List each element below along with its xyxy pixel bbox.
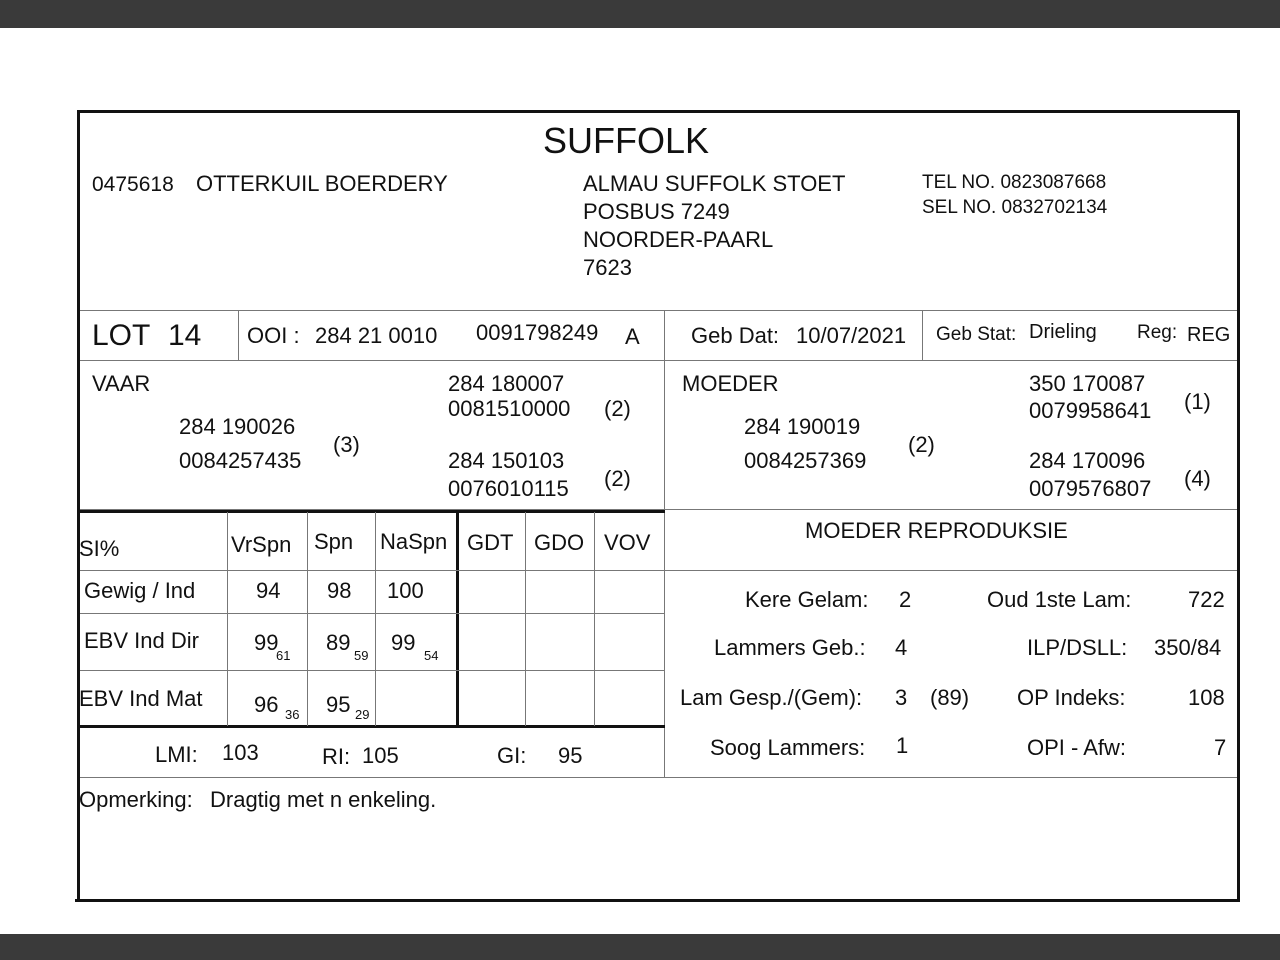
si-col-line-3 xyxy=(375,512,376,726)
si-corner-label: SI% xyxy=(79,536,120,561)
si-header-gdt: GDT xyxy=(467,530,514,555)
frame-left xyxy=(77,110,80,902)
ewe-id: 0091798249 xyxy=(476,320,599,345)
owner-name: OTTERKUIL BOERDERY xyxy=(196,171,448,196)
birth-date: 10/07/2021 xyxy=(796,323,907,348)
si-gewig-spn: 98 xyxy=(327,578,352,603)
times-lambed-label: Kere Gelam: xyxy=(745,587,869,612)
suckling-value: 1 xyxy=(896,733,909,758)
ewe-grade: A xyxy=(625,324,640,349)
rule-indexes xyxy=(80,777,1237,778)
lot-label: LOT xyxy=(92,319,151,352)
si-table-divider xyxy=(456,512,459,728)
lmi-value: 103 xyxy=(222,740,259,765)
ri-label: RI: xyxy=(322,744,351,769)
op-index-value: 108 xyxy=(1188,685,1225,710)
ewe-number: 284 21 0010 xyxy=(315,323,438,348)
si-col-line-5 xyxy=(594,512,595,726)
breed-title: SUFFOLK xyxy=(543,120,710,161)
dam-dam-number: 284 170096 xyxy=(1029,448,1146,473)
dam-number: 284 190019 xyxy=(744,414,861,439)
dam-id: 0084257369 xyxy=(744,448,867,473)
ilp-label: ILP/DSLL: xyxy=(1027,635,1128,660)
remark-text: Dragtig met n enkeling. xyxy=(210,787,437,812)
sire-sire-id: 0081510000 xyxy=(448,396,571,421)
si-row-line-1 xyxy=(80,570,664,571)
sire-sire-number: 284 180007 xyxy=(448,371,565,396)
dam-count: (2) xyxy=(908,432,935,457)
reg-value: REG xyxy=(1187,324,1231,346)
age-first-lamb-label: Oud 1ste Lam: xyxy=(987,587,1132,612)
rule-lot-ewe xyxy=(238,311,239,360)
repro-title: MOEDER REPRODUKSIE xyxy=(805,518,1068,543)
sire-id: 0084257435 xyxy=(179,448,302,473)
stud-postcode: 7623 xyxy=(583,255,632,280)
lmi-label: LMI: xyxy=(155,742,198,767)
si-row-line-2 xyxy=(80,613,664,614)
remark-label: Opmerking: xyxy=(79,787,193,812)
si-ebv-mat-spn-acc: 29 xyxy=(355,707,370,722)
lambs-weaned-avg: (89) xyxy=(930,685,970,710)
rule-geb-stat xyxy=(922,311,923,360)
lambs-weaned-label: Lam Gesp./(Gem): xyxy=(680,685,863,710)
si-ebv-dir-naspn: 99 xyxy=(391,630,416,655)
si-header-naspn: NaSpn xyxy=(380,529,448,554)
lot-number: 14 xyxy=(168,319,202,352)
sire-label: VAAR xyxy=(92,371,151,396)
si-header-gdo: GDO xyxy=(534,530,585,555)
dam-dam-count: (4) xyxy=(1184,466,1211,491)
lambs-born-value: 4 xyxy=(895,635,908,660)
stud-address-2: NOORDER-PAARL xyxy=(583,227,774,252)
si-gewig-vrspn: 94 xyxy=(256,578,281,603)
si-ebv-dir-spn-acc: 59 xyxy=(354,648,369,663)
si-header-spn: Spn xyxy=(314,529,354,554)
dam-sire-count: (1) xyxy=(1184,389,1211,414)
rule-lot xyxy=(80,360,1237,361)
lambs-born-label: Lammers Geb.: xyxy=(714,635,866,660)
dam-sire-id: 0079958641 xyxy=(1029,398,1152,423)
si-row-label-ebv-dir: EBV Ind Dir xyxy=(84,628,199,653)
ewe-label: OOI : xyxy=(247,323,300,348)
si-table-bottom xyxy=(78,725,665,728)
reg-label: Reg: xyxy=(1137,322,1178,343)
rule-repro-title xyxy=(665,570,1237,571)
times-lambed-value: 2 xyxy=(899,587,912,612)
rule-middle xyxy=(664,311,665,778)
bottom-bar xyxy=(0,934,1280,960)
gi-value: 95 xyxy=(558,743,583,768)
dam-label: MOEDER xyxy=(682,371,779,396)
si-ebv-mat-spn: 95 xyxy=(326,692,351,717)
dam-dam-id: 0079576807 xyxy=(1029,476,1152,501)
sire-count: (3) xyxy=(333,432,360,457)
gi-label: GI: xyxy=(497,743,527,768)
si-ebv-dir-vrspn-acc: 61 xyxy=(276,648,291,663)
stud-name: ALMAU SUFFOLK STOET xyxy=(583,171,846,196)
sel-number: SEL NO. 0832702134 xyxy=(922,197,1108,218)
opi-dev-value: 7 xyxy=(1214,735,1227,760)
si-ebv-dir-spn: 89 xyxy=(326,630,351,655)
sire-sire-count: (2) xyxy=(604,396,631,421)
sire-dam-id: 0076010115 xyxy=(448,476,569,501)
dam-sire-number: 350 170087 xyxy=(1029,371,1146,396)
birth-status-label: Geb Stat: xyxy=(936,324,1017,345)
si-col-line-4 xyxy=(525,512,526,726)
rule-header xyxy=(80,310,1237,311)
owner-code: 0475618 xyxy=(92,173,174,196)
si-ebv-mat-vrspn-acc: 36 xyxy=(285,707,300,722)
ilp-value: 350/84 xyxy=(1154,635,1222,660)
si-header-vov: VOV xyxy=(604,530,651,555)
birth-status: Drieling xyxy=(1029,321,1097,343)
si-gewig-naspn: 100 xyxy=(387,578,424,603)
si-header-vrspn: VrSpn xyxy=(231,532,292,557)
si-ebv-mat-vrspn: 96 xyxy=(254,692,279,717)
si-row-line-3 xyxy=(80,670,664,671)
tel-number: TEL NO. 0823087668 xyxy=(922,172,1107,193)
sire-dam-count: (2) xyxy=(604,466,631,491)
si-row-label-gewig: Gewig / Ind xyxy=(84,578,196,603)
si-col-line-2 xyxy=(307,512,308,726)
opi-dev-label: OPI - Afw: xyxy=(1027,735,1127,760)
age-first-lamb-value: 722 xyxy=(1188,587,1225,612)
frame-bottom xyxy=(75,899,1240,902)
si-row-label-ebv-mat: EBV Ind Mat xyxy=(79,686,203,711)
si-ebv-dir-naspn-acc: 54 xyxy=(424,648,439,663)
suckling-label: Soog Lammers: xyxy=(710,735,866,760)
top-bar xyxy=(0,0,1280,28)
stud-address-1: POSBUS 7249 xyxy=(583,199,730,224)
ri-value: 105 xyxy=(362,743,399,768)
si-ebv-dir-vrspn: 99 xyxy=(254,630,279,655)
frame-right xyxy=(1237,110,1240,902)
sire-dam-number: 284 150103 xyxy=(448,448,565,473)
frame-top xyxy=(77,110,1240,113)
birth-date-label: Geb Dat: xyxy=(691,323,780,348)
si-col-line-1 xyxy=(227,512,228,726)
op-index-label: OP Indeks: xyxy=(1017,685,1126,710)
sire-number: 284 190026 xyxy=(179,414,296,439)
lambs-weaned-value: 3 xyxy=(895,685,908,710)
si-table-top xyxy=(78,510,665,513)
